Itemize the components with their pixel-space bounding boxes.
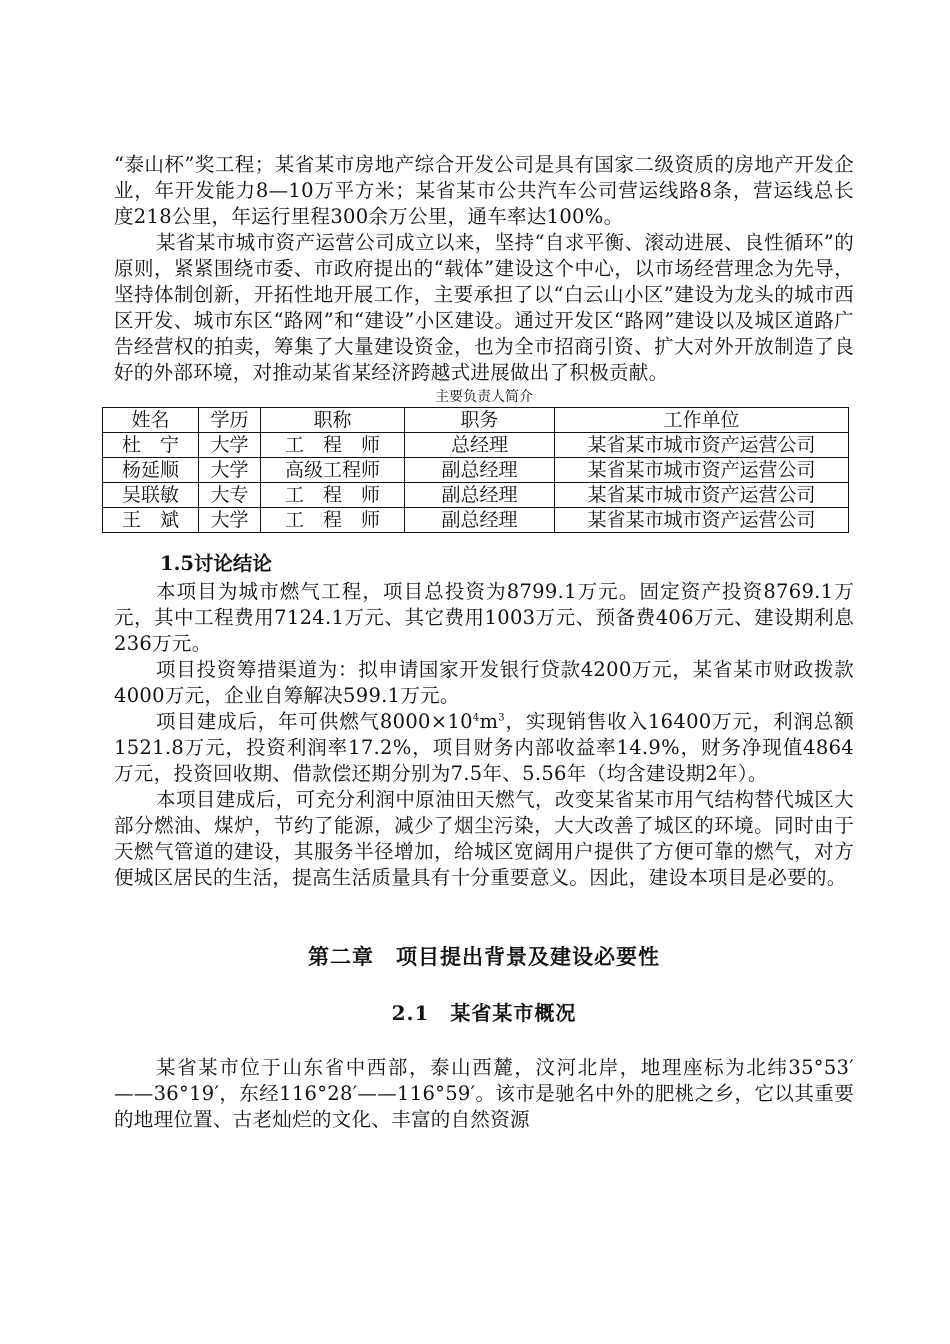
cell-name: 王 斌 (103, 508, 199, 533)
cell-employer: 某省某市城市资产运营公司 (555, 483, 849, 508)
cell-education: 大学 (199, 458, 261, 483)
section-heading-2-1: 2.1 某省某市概况 (391, 1001, 577, 1025)
intro-paragraph-2: 某省某市城市资产运营公司成立以来，坚持“自求平衡、滚动进展、良性循环”的原则，紧紧围绕市委、市政府提出的“载体”建设这个中心，以市场经营理念为先导，坚持体制创新，开拓性地开展工作，主要承担了以“白云山小区”建设为龙头的城市西区开发、城市东区“路网”和“建设”小区建设。通过开发区“路网”建设以及城区道路广告经营权的拍卖，筹集了大量建设资金，也为全市招商引资、扩大对外开放制造了良好的外部环境，对推动某省某经济跨越式进展做出了积极贡献。 (114, 231, 854, 384)
intro-paragraph-1: “泰山杯”奖工程；某省某市房地产综合开发公司是具有国家二级资质的房地产开发企业，年开发能力8—10万平方米；某省某市公共汽车公司营运线路8条，营运线总长度218公里，年运行里程300余万公里，通车率达100%。 (114, 153, 854, 228)
table-header-row (103, 408, 849, 433)
header-name: 姓名 (103, 408, 199, 433)
cell-employer: 某省某市城市资产运营公司 (555, 508, 849, 533)
p3-text-start: 项目建成后，年可供燃气8000×10 (156, 710, 473, 733)
table-row (103, 458, 849, 483)
cell-title: 工 程 师 (261, 483, 405, 508)
chapter-title: 第二章 项目提出背景及建设必要性 (308, 944, 660, 969)
p3-exponent-4: 4 (472, 712, 480, 724)
p3-text-end: ，实现销售收入16400万元，利润总额1521.8万元，投资利润率17.2%，项目财务内部收益率14.9%，财务净现值4864万元，投资回收期、借款偿还期分别为7.5年、5.56年（均含建设期2年）。 (114, 710, 854, 785)
cell-education: 大学 (199, 508, 261, 533)
p3-unit-m: m (479, 710, 499, 733)
table-row (103, 508, 849, 533)
cell-employer: 某省某市城市资产运营公司 (555, 458, 849, 483)
section-heading-1-5: 1.5讨论结论 (160, 552, 272, 575)
p3-exponent-3: 3 (498, 712, 505, 724)
table-caption: 主要负责人简介 (435, 389, 533, 405)
cell-position: 总经理 (405, 433, 555, 458)
overview-paragraph-1: 某省某市位于山东省中西部，泰山西麓，汶河北岸，地理座标为北纬35°53′——36°19′，东经116°28′——116°59′。该市是驰名中外的肥桃之乡，它以其重要的地理位置、古老灿烂的文化、丰富的自然资源 (114, 1056, 854, 1131)
cell-education: 大学 (199, 433, 261, 458)
conclusion-paragraph-4: 本项目建成后，可充分利润中原油田天燃气，改变某省某市用气结构替代城区大部分燃油、煤炉，节约了能源，减少了烟尘污染，大大改善了城区的环境。同时由于天燃气管道的建设，其服务半径增加，给城区宽阔用户提供了方便可靠的燃气，对方便城区居民的生活，提高生活质量具有十分重要意义。因此，建设本项目是必要的。 (114, 788, 854, 889)
cell-position: 副总经理 (405, 458, 555, 483)
document-page (114, 152, 854, 1133)
header-position: 职务 (405, 408, 555, 433)
conclusion-paragraph-2: 项目投资筹措渠道为：拟申请国家开发银行贷款4200万元，某省某市财政拨款4000万元，企业自筹解决599.1万元。 (114, 658, 854, 707)
header-education: 学历 (199, 408, 261, 433)
cell-position: 副总经理 (405, 483, 555, 508)
table-row (103, 433, 849, 458)
cell-name: 杜 宁 (103, 433, 199, 458)
cell-position: 副总经理 (405, 508, 555, 533)
header-title: 职称 (261, 408, 405, 433)
cell-title: 工 程 师 (261, 508, 405, 533)
conclusion-paragraph-3 (114, 709, 854, 787)
conclusion-paragraph-1: 本项目为城市燃气工程，项目总投资为8799.1万元。固定资产投资8769.1万元，其中工程费用7124.1万元、其它费用1003万元、预备费406万元、建设期利息236万元。 (114, 580, 854, 655)
cell-employer: 某省某市城市资产运营公司 (555, 433, 849, 458)
table-row (103, 483, 849, 508)
cell-title: 高级工程师 (261, 458, 405, 483)
cell-name: 杨延顺 (103, 458, 199, 483)
cell-title: 工 程 师 (261, 433, 405, 458)
cell-education: 大专 (199, 483, 261, 508)
personnel-table (102, 407, 849, 533)
header-employer: 工作单位 (555, 408, 849, 433)
cell-name: 吴联敏 (103, 483, 199, 508)
